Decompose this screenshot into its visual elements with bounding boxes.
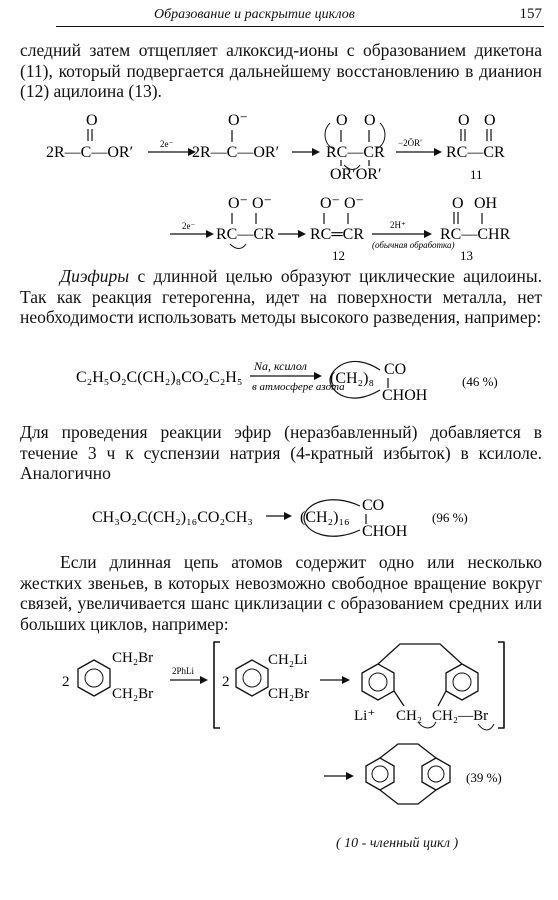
s3-cond-bottom: в атмосфере азота — [252, 381, 345, 393]
reaction-scheme-5 — [0, 640, 558, 840]
s2-arrow-2-head — [298, 230, 306, 238]
s5-ch2br-b: CH₂Br — [112, 686, 154, 702]
s5-li-ion: Li⁺ — [354, 708, 376, 724]
s5-benzene-2 — [236, 660, 268, 696]
s2-o1b: O⁻ — [252, 195, 272, 212]
s5-product-bridge-top — [380, 744, 436, 758]
s2-dianion-1: RC—CR — [216, 226, 275, 243]
s5-arrow-3-head — [346, 772, 354, 780]
s1-arrow-3-label: −2ŌR′ — [398, 138, 423, 148]
reaction-scheme-2 — [0, 192, 558, 264]
reaction-scheme-4 — [0, 490, 558, 550]
paragraph-4 — [20, 552, 542, 634]
s5-benzene-3-ring — [369, 673, 387, 691]
s5-curly-arrow-2 — [478, 724, 494, 730]
s5-benzene-4-ring — [453, 673, 471, 691]
s5-arrow-2-head — [342, 676, 350, 684]
s2-arrow-3-top: 2H⁺ — [390, 220, 406, 230]
s5-ch2br-c: CH₂Br — [268, 686, 310, 702]
para-3-text: Для проведения реакции эфир (неразбавленный) добавляется в течение 3 ч к суспензии натрия (4-кратный избыток) в ксилоле. Аналогично — [20, 422, 542, 483]
s2-oh: OH — [474, 195, 498, 212]
s5-benzene-2-ring — [243, 669, 261, 687]
s2-acyloin: RC—CHR — [440, 226, 511, 243]
s5-bridge-right — [438, 691, 446, 706]
s3-co: CO — [384, 361, 407, 378]
footnote: ( 10 - членный цикл ) — [336, 836, 459, 851]
s4-reactant: CH₃O₂C(CH₂)₁₆CO₂CH₃ — [92, 509, 253, 526]
s1-arrow-2-head — [312, 148, 320, 156]
s4-ring: (CH₂)₁₆ — [300, 509, 350, 526]
s3-ring: (CH₂)₈ — [330, 370, 375, 387]
s2-arrow-1-head — [206, 230, 214, 238]
s2-arrow-3-bottom: (обычная обработка) — [372, 240, 455, 250]
para-4-text: Если длинная цепь атомов содержит одно или несколько жестких звеньев, в которых невозможно свободное вращение вокруг связей, увеличивается шанс циклизации с образованием средних или больших циклов, например: — [20, 552, 542, 634]
paragraph-3 — [20, 422, 542, 484]
s2-enediolate: RC═CR — [310, 226, 365, 243]
s5-benzene-6 — [422, 758, 450, 790]
s5-benzene-1 — [78, 660, 110, 696]
s5-ch2br-d: CH₂—Br — [432, 708, 489, 724]
s2-curly-arrow — [230, 244, 246, 249]
s5-benzene-6-ring — [428, 766, 444, 782]
s5-benzene-4 — [446, 664, 478, 700]
s5-bridge-left — [394, 691, 404, 706]
s5-ch2li: CH₂Li — [268, 652, 308, 668]
s5-bracket-left — [214, 642, 220, 728]
s5-benzene-1-ring — [85, 669, 103, 687]
s5-ch2br-a: CH₂Br — [112, 650, 154, 666]
paragraph-1 — [20, 40, 542, 102]
s2-o3: O — [452, 195, 464, 212]
reaction-scheme-3 — [0, 350, 558, 410]
s1-dimer: RC—CR — [326, 144, 385, 161]
term-diesters: Диэфиры — [60, 266, 130, 286]
s1-arrow-3-head — [434, 148, 442, 156]
s3-yield: (46 %) — [462, 374, 498, 389]
s5-benzene-3 — [362, 664, 394, 700]
s3-reactant: C₂H₅O₂C(CH₂)₈CO₂C₂H₅ — [76, 369, 243, 386]
para-2-text: с длинной целью образуют циклические ацилоины. Так как реакция гетерогенна, идет на поверхности металла, нет необходимости использовать методы высокого разведения, например: — [20, 266, 542, 327]
s5-coef-2: 2 — [222, 674, 230, 690]
s5-coef: 2 — [62, 674, 70, 690]
s3-cond-top: Na, ксилол — [254, 359, 307, 373]
s2-label-13: 13 — [460, 248, 473, 263]
s1-o3b: O — [364, 112, 376, 129]
page-number: 157 — [519, 6, 542, 22]
s3-arrow-head — [314, 372, 322, 380]
s1-o4b: O — [484, 112, 496, 129]
s5-benzene-5 — [366, 758, 394, 790]
s1-dimer-or: OR′OR′ — [330, 166, 382, 183]
s5-ch2: CH₂ — [396, 708, 423, 724]
s4-yield: (96 %) — [432, 510, 468, 525]
s1-arrow-1-label: 2e⁻ — [160, 139, 174, 149]
s2-arrow-1-label: 2e⁻ — [182, 221, 196, 231]
s4-choh: CHOH — [362, 523, 408, 540]
running-title: Образование и раскрытие циклов — [154, 7, 355, 22]
s1-ester: 2R—C—OR′ — [46, 144, 134, 161]
s1-diketone: RC—CR — [446, 144, 505, 161]
paragraph-2 — [20, 266, 542, 328]
s2-arrow-3-head — [424, 230, 432, 238]
s1-o2: O⁻ — [228, 112, 248, 129]
s1-o3a: O — [336, 112, 348, 129]
s5-product-bridge-bottom — [380, 790, 436, 804]
s5-arrow-label: 2PhLi — [172, 666, 195, 676]
s2-label-12: 12 — [332, 248, 345, 263]
s4-arrow-head — [284, 512, 292, 520]
s3-choh: CHOH — [382, 387, 428, 404]
s1-o1: O — [86, 112, 98, 129]
s1-radical-anion: 2R—C—OR′ — [192, 144, 280, 161]
s5-yield: (39 %) — [466, 770, 502, 785]
reaction-scheme-1 — [0, 105, 558, 185]
s2-o2a: O⁻ — [320, 195, 340, 212]
s5-bracket-right — [498, 642, 504, 728]
s5-bridge-top — [378, 644, 462, 664]
para-1-text: следний затем отщепляет алкоксид-ионы с образованием дикетона (11), который подвергается дальнейшему восстановлению в дианион (12) ацилоина (13). — [20, 40, 542, 101]
s5-arrow-head — [200, 676, 208, 684]
page-header — [56, 4, 544, 27]
s2-o2b: O⁻ — [344, 195, 364, 212]
s5-benzene-5-ring — [372, 766, 388, 782]
s4-co: CO — [362, 497, 385, 514]
s1-label-11: 11 — [470, 167, 483, 182]
s2-o1a: O⁻ — [228, 195, 248, 212]
s1-o4a: O — [458, 112, 470, 129]
